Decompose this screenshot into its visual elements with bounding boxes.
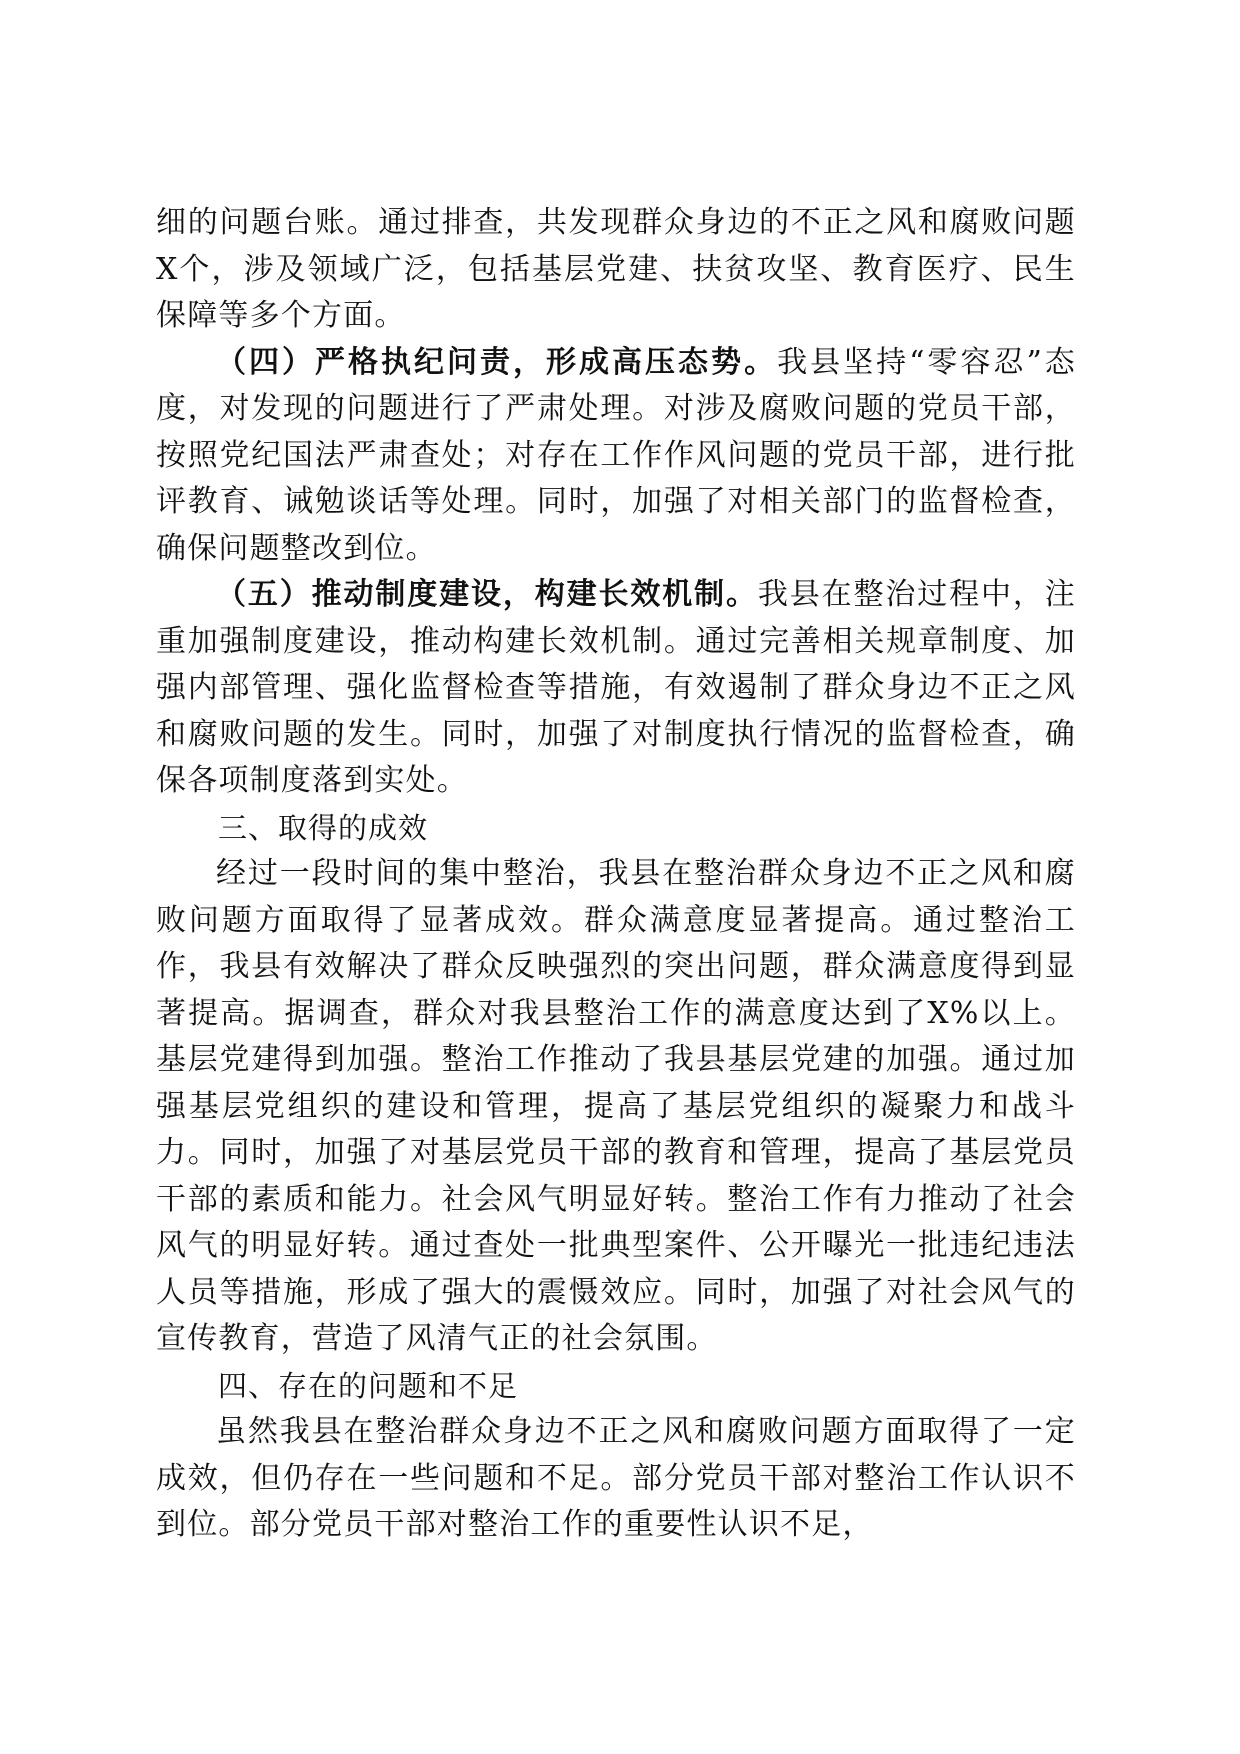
- paragraph-problems: 虽然我县在整治群众身边不正之风和腐败问题方面取得了一定成效，但仍存在一些问题和不足。部分党员干部对整治工作认识不到位。部分党员干部对整治工作的重要性认识不足，: [156, 1414, 1076, 1542]
- paragraph-ledger: 细的问题台账。通过排查，共发现群众身边的不正之风和腐败问题X个，涉及领域广泛，包括基层党建、扶贫攻坚、教育医疗、民生保障等多个方面。: [156, 205, 1076, 333]
- section-lead-four: （四）严格执纪问责，形成高压态势。: [216, 344, 778, 380]
- paragraph-institution-body: 我县在整治过程中，注重加强制度建设，推动构建长效机制。通过完善相关规章制度、加强内部管理、强化监督检查等措施，有效遏制了群众身边不正之风和腐败问题的发生。同时，加强了对制度执行情况的监督检查，确保各项制度落到实处。: [156, 577, 1076, 798]
- document-page: [156, 200, 1076, 1549]
- heading-problems: 四、存在的问题和不足: [218, 1368, 519, 1403]
- heading-achievements: 三、取得的成效: [218, 810, 429, 845]
- paragraph-institution: [156, 572, 1076, 805]
- paragraph-accountability: [156, 340, 1076, 573]
- section-lead-five: （五）推动制度建设，构建长效机制。: [216, 577, 758, 612]
- paragraph-achievements: 经过一段时间的集中整治，我县在整治群众身边不正之风和腐败问题方面取得了显著成效。群众满意度显著提高。通过整治工作，我县有效解决了群众反映强烈的突出问题，群众满意度得到显著提高。据调查，群众对我县整治工作的满意度达到了X%以上。基层党建得到加强。整治工作推动了我县基层党建的加强。通过加强基层党组织的建设和管理，提高了基层党组织的凝聚力和战斗力。同时，加强了对基层党员干部的教育和管理，提高了基层党员干部的素质和能力。社会风气明显好转。整治工作有力推动了社会风气的明显好转。通过查处一批典型案件、公开曝光一批违纪违法人员等措施，形成了强大的震慑效应。同时，加强了对社会风气的宣传教育，营造了风清气正的社会氛围。: [156, 856, 1076, 1356]
- paragraph-accountability-body: 我县坚持“零容忍”态度，对发现的问题进行了严肃处理。对涉及腐败问题的党员干部，按照党纪国法严肃查处；对存在工作作风问题的党员干部，进行批评教育、诫勉谈话等处理。同时，加强了对相关部门的监督检查，确保问题整改到位。: [156, 344, 1076, 566]
